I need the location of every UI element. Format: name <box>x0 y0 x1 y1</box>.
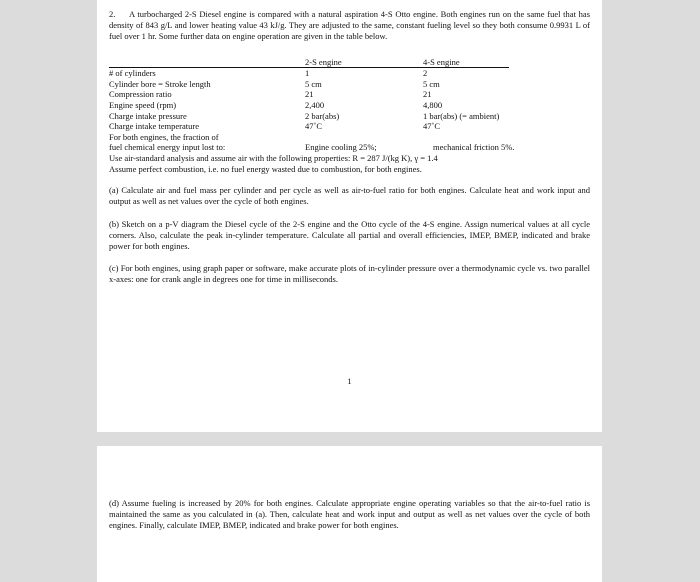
problem-intro <box>109 0 590 43</box>
engine-data-table <box>109 57 509 132</box>
part-b: (b) Sketch on a p-V diagram the Diesel cycle of the 2-S engine and the Otto cycle of the 4-S engine. Assign numerical values at all cycle corners. Also, calculate the peak in-cylinder temperature. Calculate all partial and overall efficiencies, IMEP, BMEP, indicated and brake power for both engines. <box>109 218 590 251</box>
table-row <box>109 111 509 122</box>
table-header-row <box>109 57 509 68</box>
table-row <box>109 89 509 100</box>
row-4s-value: 21 <box>423 89 432 100</box>
table-footer <box>109 132 590 174</box>
row-label: Cylinder bore = Stroke length <box>109 78 211 89</box>
table-row <box>109 68 509 79</box>
row-4s-value: 4,800 <box>423 99 443 110</box>
table-row <box>109 79 509 90</box>
table-header-2s: 2-S engine <box>305 57 423 68</box>
row-4s-value: 5 cm <box>423 78 440 89</box>
row-label: # of cylinders <box>109 68 156 79</box>
footer-mechanical-friction: mechanical friction 5%. <box>433 142 515 153</box>
row-4s-value: 1 bar(abs) (= ambient) <box>423 110 500 121</box>
row-label: Compression ratio <box>109 89 172 100</box>
table-row <box>109 100 509 111</box>
part-a: (a) Calculate air and fuel mass per cylinder and per cycle as well as air-to-fuel ratio for both engines. Calculate heat and work input and output as well as net values over the cycle of both engines. <box>109 185 590 207</box>
table-header-4s: 4-S engine <box>423 57 509 68</box>
table-header-empty <box>109 57 305 68</box>
footer-line-2 <box>109 142 590 153</box>
row-2s-value: 1 <box>305 68 310 79</box>
page-1 <box>97 0 602 432</box>
footer-engine-cooling: Engine cooling 25%; <box>305 142 377 153</box>
part-c: (c) For both engines, using graph paper or software, make accurate plots of in-cylinder pressure over a thermodynamic cycle vs. two parallel x-axes: one for crank angle in degrees one for time in milliseconds. <box>109 263 590 285</box>
row-label: Engine speed (rpm) <box>109 99 177 110</box>
footer-lost-label: fuel chemical energy input lost to: <box>109 142 226 153</box>
row-2s-value: 21 <box>305 89 314 100</box>
row-2s-value: 2 bar(abs) <box>305 110 340 121</box>
footer-line-1: For both engines, the fraction of <box>109 131 219 142</box>
row-2s-value: 5 cm <box>305 78 322 89</box>
row-4s-value: 47˚C <box>423 121 440 132</box>
row-label: Charge intake pressure <box>109 110 187 121</box>
row-label: Charge intake temperature <box>109 121 199 132</box>
assumption-perfect-combustion: Assume perfect combustion, i.e. no fuel energy wasted due to combustion, for both engines. <box>109 163 422 174</box>
part-d: (d) Assume fueling is increased by 20% for both engines. Calculate appropriate engine operating variables so that the air-to-fuel ratio is maintained the same as you calculated in (a). Then, calculate heat and work input and output as well as net values over the cycle of both engines. Finally, calculate IMEP, BMEP, indicated and brake power for both engines. <box>109 498 590 531</box>
assumption-air-standard: Use air-standard analysis and assume air with the following properties: R = 287 J/(kg K), γ = 1.4 <box>109 152 438 163</box>
row-4s-value: 2 <box>423 68 428 79</box>
problem-number: 2. <box>109 9 116 19</box>
table-row <box>109 121 509 132</box>
problem-text: A turbocharged 2-S Diesel engine is compared with a natural aspiration 4-S Otto engine. Both engines run on the same fuel that has density of 843 g/L and lower heating value 43 kJ/g. They are adjusted to the same, constant fueling level so they both consume 0.9931 L of fuel over 1 hr. Some further data on engine operation are given in the table below. <box>109 9 590 42</box>
row-2s-value: 47˚C <box>305 121 322 132</box>
page-number: 1 <box>347 376 352 386</box>
page-2 <box>97 446 602 582</box>
row-2s-value: 2,400 <box>305 99 325 110</box>
